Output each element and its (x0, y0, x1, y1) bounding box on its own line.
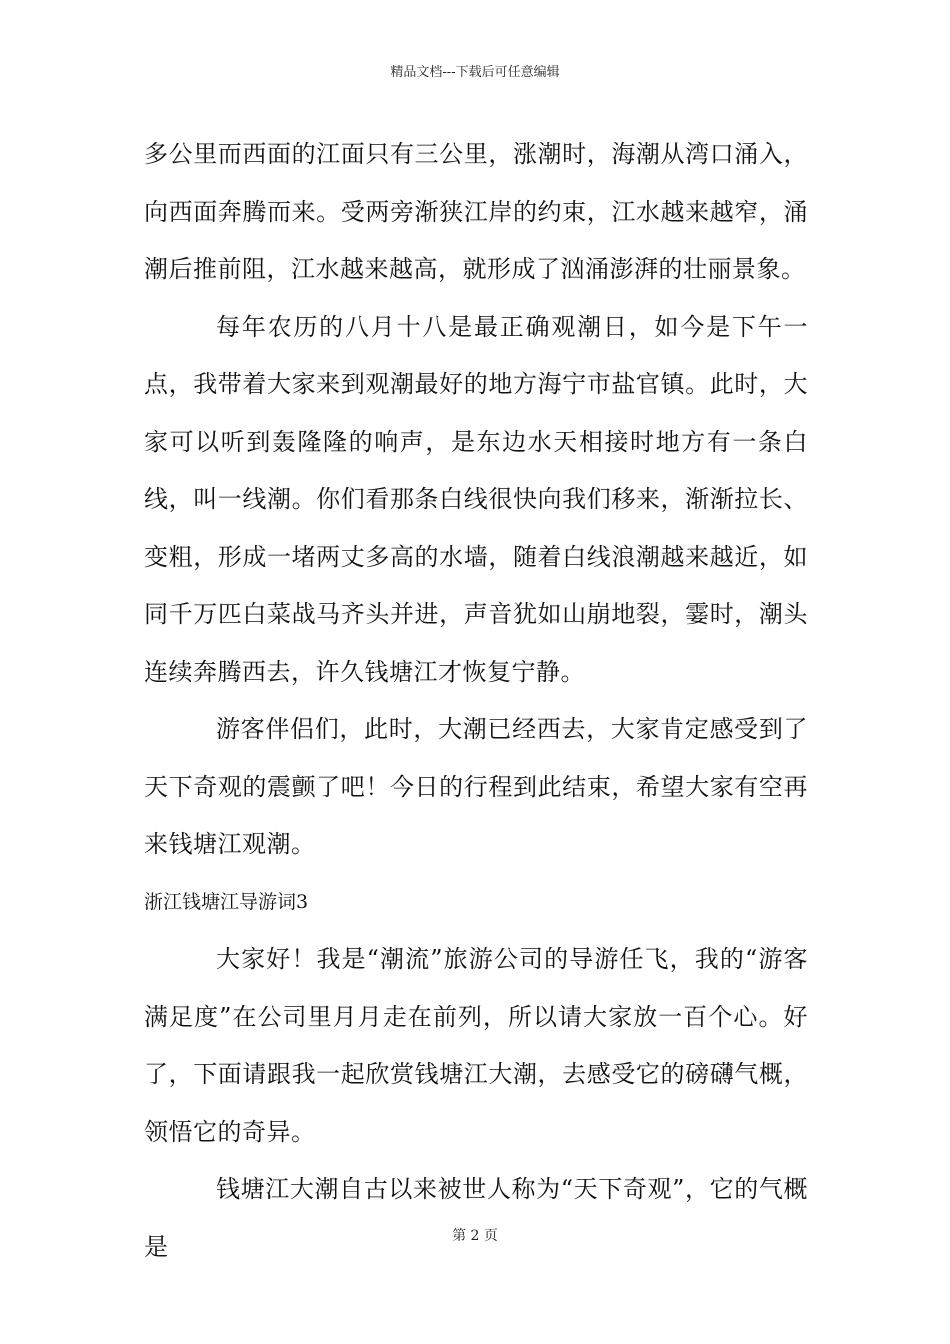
paragraph-1: 多公里而西面的江面只有三公里，涨潮时，海潮从湾口涌入，向西面奔腾而来。受两旁渐狭江岸的约束，江水越来越窄，涌潮后推前阻，江水越来越高，就形成了汹涌澎湃的壮丽景象。 (144, 140, 808, 283)
page-number: 第 2 页 (452, 1228, 498, 1244)
page-header: 精品文档---下载后可任意编辑 (390, 65, 560, 80)
paragraph-5: 钱塘江大潮自古以来被世人称为“天下奇观”，它的气概是 (144, 1175, 808, 1261)
document-body (144, 126, 808, 1276)
paragraph-3: 游客伴侣们，此时，大潮已经西去，大家肯定感受到了天下奇观的震颤了吧！今日的行程到此结束，希望大家有空再来钱塘江观潮。 (144, 715, 808, 858)
section-heading: 浙江钱塘江导游词3 (144, 890, 309, 913)
paragraph-2: 每年农历的八月十八是最正确观潮日，如今是下午一点，我带着大家来到观潮最好的地方海宁市盐官镇。此时，大家可以听到轰隆隆的响声，是东边水天相接时地方有一条白线，叫一线潮。你们看那条白线很快向我们移来，渐渐拉长、变粗，形成一堵两丈多高的水墙，随着白线浪潮越来越近，如同千万匹白菜战马齐头并进，声音犹如山崩地裂，霎时，潮头连续奔腾西去，许久钱塘江才恢复宁静。 (144, 312, 808, 686)
paragraph-4: 大家好！我是“潮流”旅游公司的导游任飞，我的“游客满足度”在公司里月月走在前列，所以请大家放一百个心。好了，下面请跟我一起欣赏钱塘江大潮，去感受它的磅礴气概，领悟它的奇异。 (144, 945, 808, 1146)
